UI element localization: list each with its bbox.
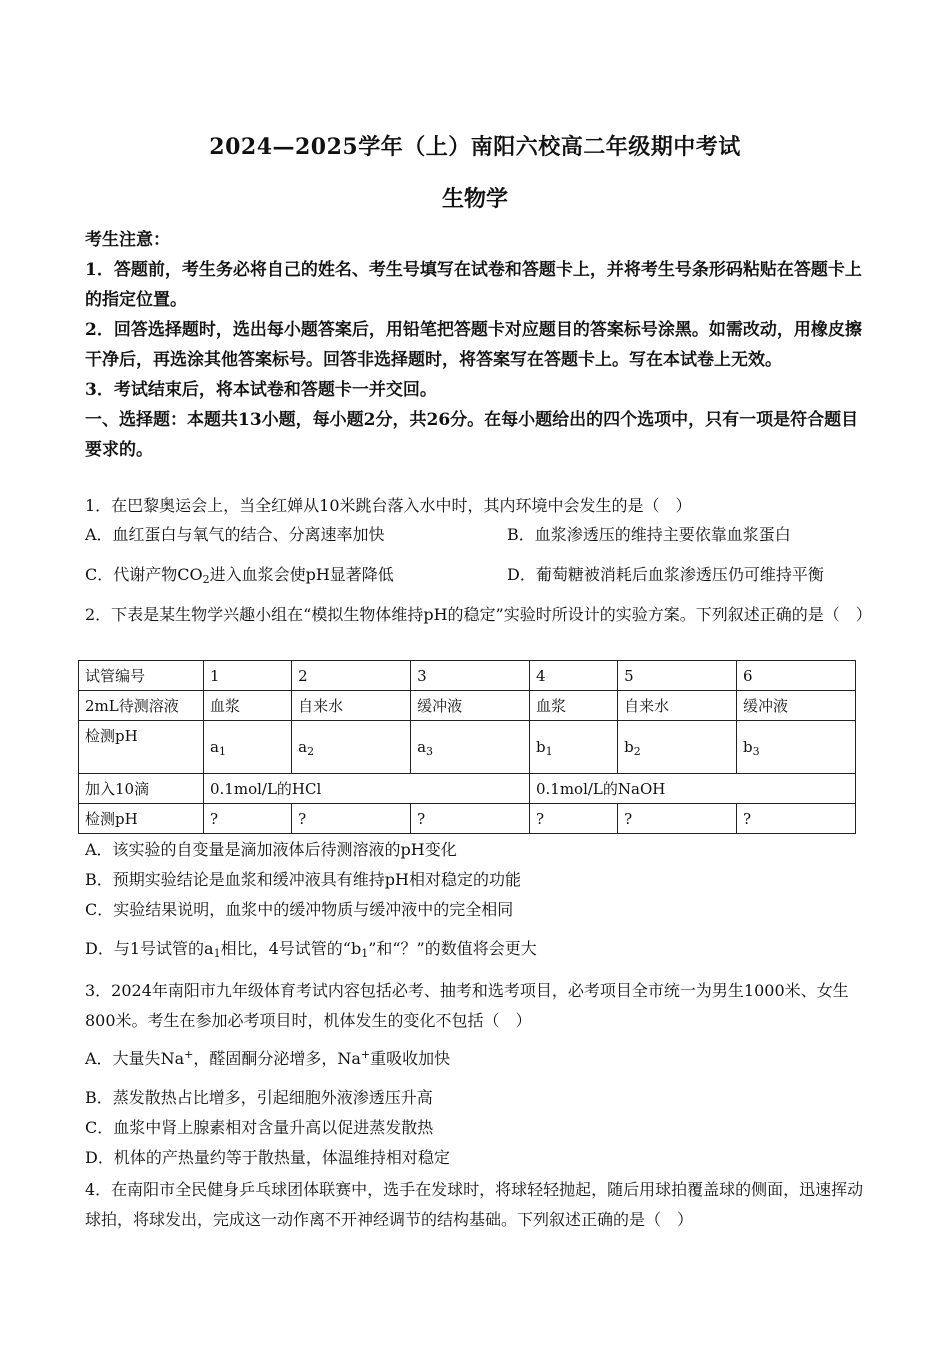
table-row (79, 661, 856, 691)
ph-variable-sub: 3 (752, 745, 760, 758)
table-row (79, 774, 856, 804)
table-cell: 缓冲液 (737, 691, 856, 721)
table-cell: ? (204, 804, 292, 834)
q1-option-d: D．葡萄糖被消耗后血浆渗透压仍可维持平衡 (507, 565, 824, 584)
subject-title: 生物学 (441, 186, 508, 212)
q3-option-b: B．蒸发散热占比增多，引起细胞外液渗透压升高 (85, 1088, 433, 1107)
table-row (79, 721, 856, 774)
co2-formula: CO (177, 565, 203, 584)
table-cell (529, 721, 617, 774)
q1-option-b: B．血浆渗透压的维持主要依靠血浆蛋白 (507, 525, 791, 544)
table-cell (411, 721, 530, 774)
q3-option-a (85, 1048, 450, 1070)
ph-variable: b (624, 738, 634, 756)
ph-variable: a (204, 939, 214, 958)
table-cell: 缓冲液 (411, 691, 530, 721)
q2-option-c: C．实验结果说明，血浆中的缓冲物质与缓冲液中的完全相同 (85, 900, 514, 919)
q3-option-a-prefix: A．大量失 (85, 1049, 161, 1068)
table-cell (204, 721, 292, 774)
question-4-stem: 4．在南阳市全民健身乒乓球团体联赛中，选手在发球时，将球轻轻抛起，随后用球拍覆盖球的侧面，迅速挥动球拍，将球发出，完成这一动作离不开神经调节的结构基础。下列叙述正确的是（ ） (85, 1180, 864, 1229)
table-cell: 加入10滴 (79, 774, 204, 804)
ph-variable: b (535, 738, 546, 756)
ph-variable: b (350, 939, 362, 958)
q1-option-c (85, 564, 394, 586)
table-cell: 5 (618, 661, 737, 691)
table-cell: 3 (411, 661, 530, 691)
table-cell: ? (529, 804, 617, 834)
ph-variable-sub: 3 (426, 745, 434, 758)
ph-variable: a (210, 738, 219, 756)
notice-heading: 考生注意： (85, 230, 170, 250)
table-cell: 自来水 (618, 691, 737, 721)
ph-variable-sub: 1 (361, 947, 369, 960)
table-cell: 试管编号 (79, 661, 204, 691)
table-cell: 血浆 (204, 691, 292, 721)
table-cell: 1 (204, 661, 292, 691)
q3-option-a-suffix: 重吸收加快 (370, 1049, 451, 1068)
q1-option-c-prefix: C．代谢产物 (85, 565, 178, 584)
q1-option-a: A．血红蛋白与氧气的结合、分离速率加快 (85, 525, 385, 544)
table-cell: 4 (529, 661, 617, 691)
sodium-ion: Na (160, 1049, 185, 1068)
table-cell: ? (737, 804, 856, 834)
notice-block (85, 225, 875, 465)
exam-title: 2024—2025学年（上）南阳六校高二年级期中考试 (209, 134, 741, 160)
ion-charge: + (360, 1048, 371, 1061)
ph-variable-sub: 1 (218, 745, 226, 758)
ph-variable-sub: 2 (633, 745, 641, 758)
table-cell: 6 (737, 661, 856, 691)
ion-charge: + (184, 1048, 194, 1061)
table-cell: ? (292, 804, 411, 834)
notice-item-3: 3．考试结束后，将本试卷和答题卡一并交回。 (85, 380, 437, 400)
ph-variable-sub: 1 (545, 745, 553, 758)
sodium-ion: Na (337, 1049, 361, 1068)
section-heading: 一、选择题：本题共13小题，每小题2分，共26分。在每小题给出的四个选项中，只有一项是符合题目要求的。 (85, 410, 859, 460)
table-cell: 2 (292, 661, 411, 691)
q2-option-d-suffix: ”和“？”的数值将会更大 (368, 939, 537, 958)
table-row (79, 691, 856, 721)
q3-option-c: C．血浆中肾上腺素相对含量升高以促进蒸发散热 (85, 1118, 434, 1137)
table-cell: 2mL待测溶液 (79, 691, 204, 721)
ph-variable: a (417, 738, 427, 756)
q2-option-d-prefix: D．与1号试管的 (85, 939, 205, 958)
table-cell (292, 721, 411, 774)
table-row (79, 804, 856, 834)
notice-item-1: 1．答题前，考生务必将自己的姓名、考生号填写在试卷和答题卡上，并将考生号条形码粘贴在答题卡上的指定位置。 (85, 260, 862, 310)
table-cell: 检测pH (79, 804, 204, 834)
q3-option-a-middle: ，醛固酮分泌增多， (193, 1049, 338, 1068)
q2-option-a: A．该实验的自变量是滴加液体后待测溶液的pH变化 (85, 840, 457, 859)
ph-variable-sub: 2 (307, 745, 315, 758)
table-cell: 检测pH (79, 721, 204, 774)
question-1-stem: 1．在巴黎奥运会上，当全红婵从10米跳台落入水中时，其内环境中会发生的是（ ） (85, 496, 692, 515)
q2-option-b: B．预期实验结论是血浆和缓冲液具有维持pH相对稳定的功能 (85, 870, 521, 889)
q2-option-d (85, 938, 537, 960)
co2-subscript: 2 (202, 573, 210, 586)
table-cell: 血浆 (529, 691, 617, 721)
ph-variable: a (298, 738, 308, 756)
ph-variable-sub: 1 (213, 947, 221, 960)
q2-option-d-middle: 相比，4号试管的“ (220, 939, 351, 958)
question-3-stem: 3．2024年南阳市九年级体育考试内容包括必考、抽考和选考项目，必考项目全市统一为男生1000米、女生800米。考生在参加必考项目时，机体发生的变化不包括（ ） (85, 981, 849, 1030)
q1-option-c-suffix: 进入血浆会使pH显著降低 (209, 565, 394, 584)
table-cell: 0.1mol/L的NaOH (529, 774, 855, 804)
table-cell (618, 721, 737, 774)
table-cell: ? (411, 804, 530, 834)
table-cell (737, 721, 856, 774)
table-cell: 0.1mol/L的HCl (204, 774, 530, 804)
experiment-table (78, 660, 856, 834)
notice-item-2: 2．回答选择题时，选出每小题答案后，用铅笔把答题卡对应题目的答案标号涂黑。如需改动，用橡皮擦干净后，再选涂其他答案标号。回答非选择题时，将答案写在答题卡上。写在本试卷上无效。 (85, 320, 862, 370)
table-cell: ? (618, 804, 737, 834)
q3-option-d: D．机体的产热量约等于散热量，体温维持相对稳定 (85, 1148, 450, 1167)
ph-variable: b (743, 738, 753, 756)
question-2-stem: 2．下表是某生物学兴趣小组在“模拟生物体维持pH的稳定”实验时所设计的实验方案。下列叙述正确的是（ ） (85, 605, 872, 624)
table-cell: 自来水 (292, 691, 411, 721)
